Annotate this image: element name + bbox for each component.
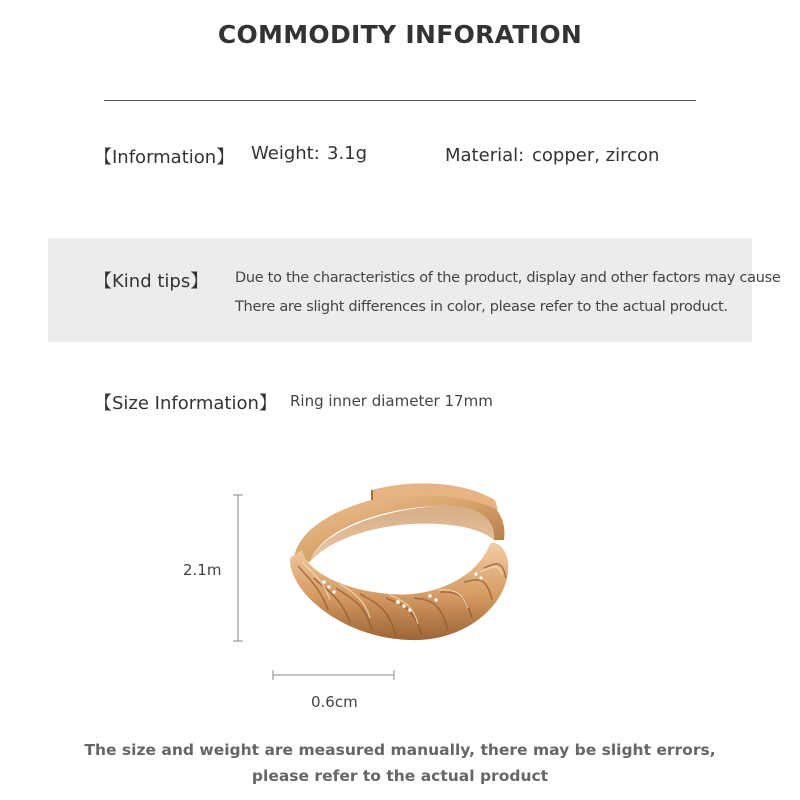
height-dimension-label: 2.1m [183, 561, 222, 579]
width-dimension-line [268, 667, 400, 683]
ring-product-image [280, 470, 520, 660]
material-value: copper, zircon [532, 145, 660, 166]
size-information-value: Ring inner diameter 17mm [290, 392, 493, 410]
kind-tips-label: 【Kind tips】 [94, 271, 209, 292]
kind-tips-line-1: Due to the characteristics of the product, display and other factors may cause [235, 270, 781, 286]
page-title: COMMODITY INFORATION [217, 20, 583, 49]
width-dimension-label: 0.6cm [311, 693, 358, 711]
information-label: 【Information】 [94, 147, 235, 168]
footer-note-line-1: The size and weight are measured manually, there may be slight errors, [84, 741, 716, 759]
kind-tips-line-2: There are slight differences in color, please refer to the actual product. [235, 299, 728, 315]
weight-value: 3.1g [327, 143, 368, 164]
material-label: Material: [445, 145, 525, 166]
title-divider [104, 100, 696, 101]
footer-note-line-2: please refer to the actual product [251, 767, 549, 785]
size-information-label: 【Size Information】 [94, 393, 277, 414]
weight-label: Weight: [251, 143, 320, 164]
height-dimension-line [228, 490, 248, 646]
